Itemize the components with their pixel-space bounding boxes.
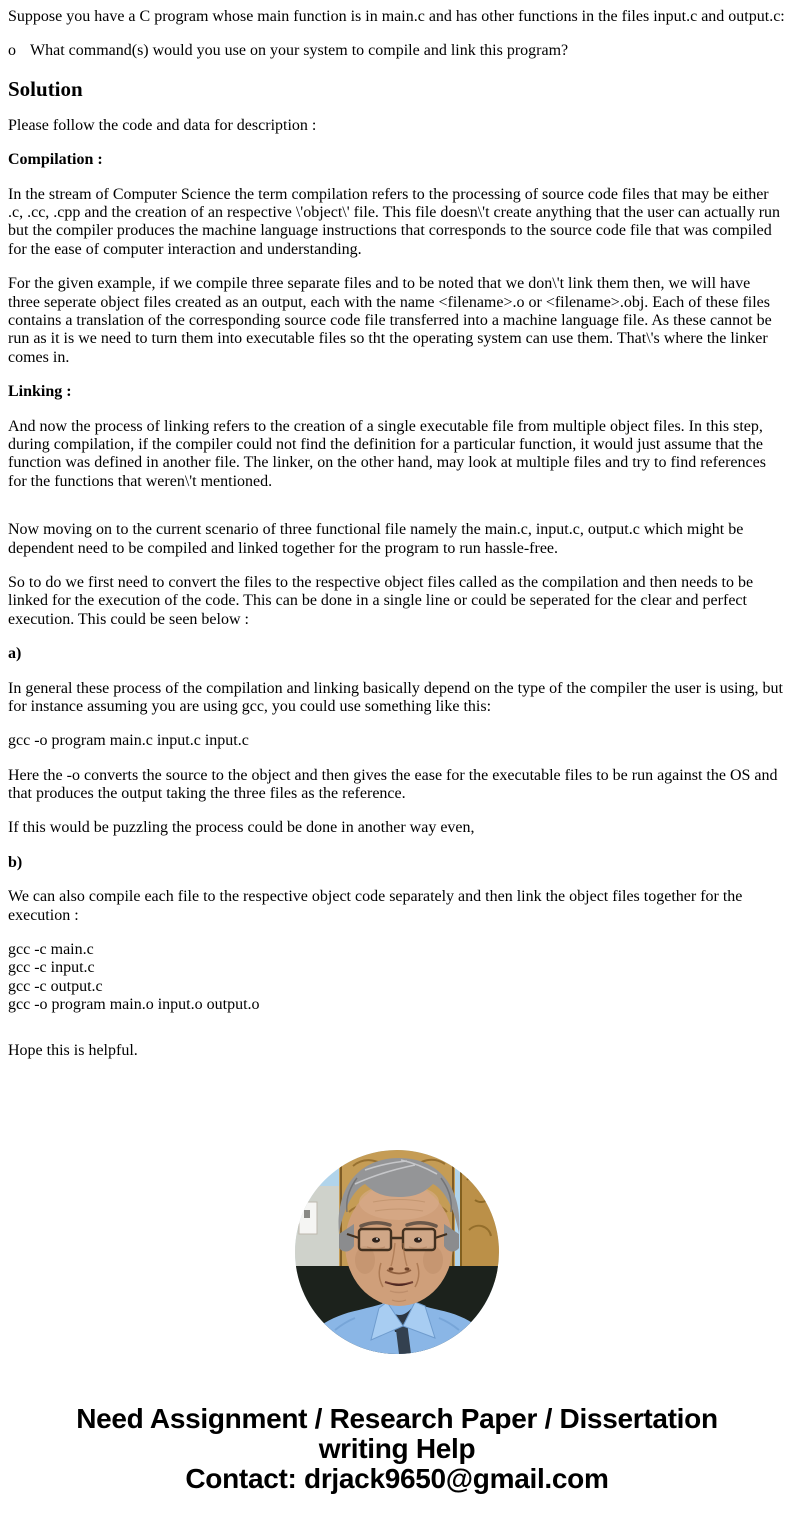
description-note: Please follow the code and data for description : — [8, 116, 317, 134]
promo-contact-line: Contact: drjack9650@gmail.com — [185, 1462, 609, 1494]
promo-line-1: Need Assignment / Research Paper / Dissertation — [76, 1402, 718, 1434]
closing-note: Hope this is helpful. — [8, 1041, 138, 1059]
compilation-paragraph-1: In the stream of Computer Science the term compilation refers to the processing of source code files that may be either .c, .cc, .cpp and the creation of an respective \'object\' file. This file doesn\'t create anything that the user can actually run but the compiler produces the machine language instructions that corresponds to the source code file that was compiled for the ease of computer interaction and understanding. — [8, 185, 781, 258]
output-note: Here the -o converts the source to the object and then gives the ease for the executable files to be run against the OS and that produces the output taking the three files as the reference. — [8, 766, 778, 803]
linking-paragraph: And now the process of linking refers to the creation of a single executable file from multiple object files. In this step, during compilation, if the compiler could not find the definition for a particular function, it would just assume that the function was defined in another file. The linker, on the other hand, may look at multiple files and try to find references for the functions that weren\'t mentioned. — [8, 417, 766, 490]
bullet-marker: o — [8, 42, 16, 60]
command-line-2: gcc -c input.c — [8, 959, 95, 977]
promo-line-2: writing Help — [318, 1432, 476, 1464]
question-intro: Suppose you have a C program whose main function is in main.c and has other functions in the files input.c and output.c: — [8, 8, 785, 25]
instructor-photo — [8, 1150, 786, 1354]
command-line-4: gcc -o program main.o input.o output.o — [8, 996, 260, 1014]
scenario-paragraph: Now moving on to the current scenario of three functional file namely the main.c, input.c, output.c which might be dependent need to be compiled and linked together for the program to run hassle-free. — [8, 521, 744, 557]
option-a-paragraph: In general these process of the compilation and linking basically depend on the type of the compiler the user is using, but for instance assuming you are using gcc, you could use something like this: — [8, 679, 783, 715]
compilation-paragraph-2: For the given example, if we compile three separate files and to be noted that we don\'t link them then, we will have three seperate object files created as an output, each with the name <filename>.o or <filename>.obj. Each of these files contains a translation of the corresponding source code file transferred into a machine language file. As these cannot be run as it is we need to turn them into executable files so tht the operating system can use them. That\'s where the linker comes in. — [8, 275, 772, 366]
person-headshot-image — [295, 1150, 499, 1354]
convert-paragraph: So to do we first need to convert the files to the respective object files called as the compilation and then needs to be linked for the execution of the code. This can be done in a single line or could be seperated for the clear and perfect execution. This could be seen below : — [8, 573, 754, 628]
command-line-1: gcc -c main.c — [8, 941, 94, 959]
puzzling-note: If this would be puzzling the process could be done in another way even, — [8, 819, 475, 837]
promo-footer — [8, 1404, 786, 1494]
linking-heading: Linking : — [8, 383, 72, 401]
question-text: What command(s) would you use on your system to compile and link this program? — [30, 42, 569, 60]
option-b-paragraph: We can also compile each file to the respective object code separately and then link the object files together for the execution : — [8, 888, 743, 924]
command-line-3: gcc -c output.c — [8, 977, 103, 995]
gcc-single-command: gcc -o program main.c input.c input.c — [8, 732, 249, 750]
option-b-label: b) — [8, 853, 23, 871]
answer-document — [8, 8, 786, 1060]
solution-heading: Solution — [8, 76, 83, 101]
gcc-command-block — [8, 941, 786, 1015]
question-bullet-line — [8, 42, 786, 60]
compilation-heading: Compilation : — [8, 151, 103, 169]
option-a-label: a) — [8, 645, 22, 663]
